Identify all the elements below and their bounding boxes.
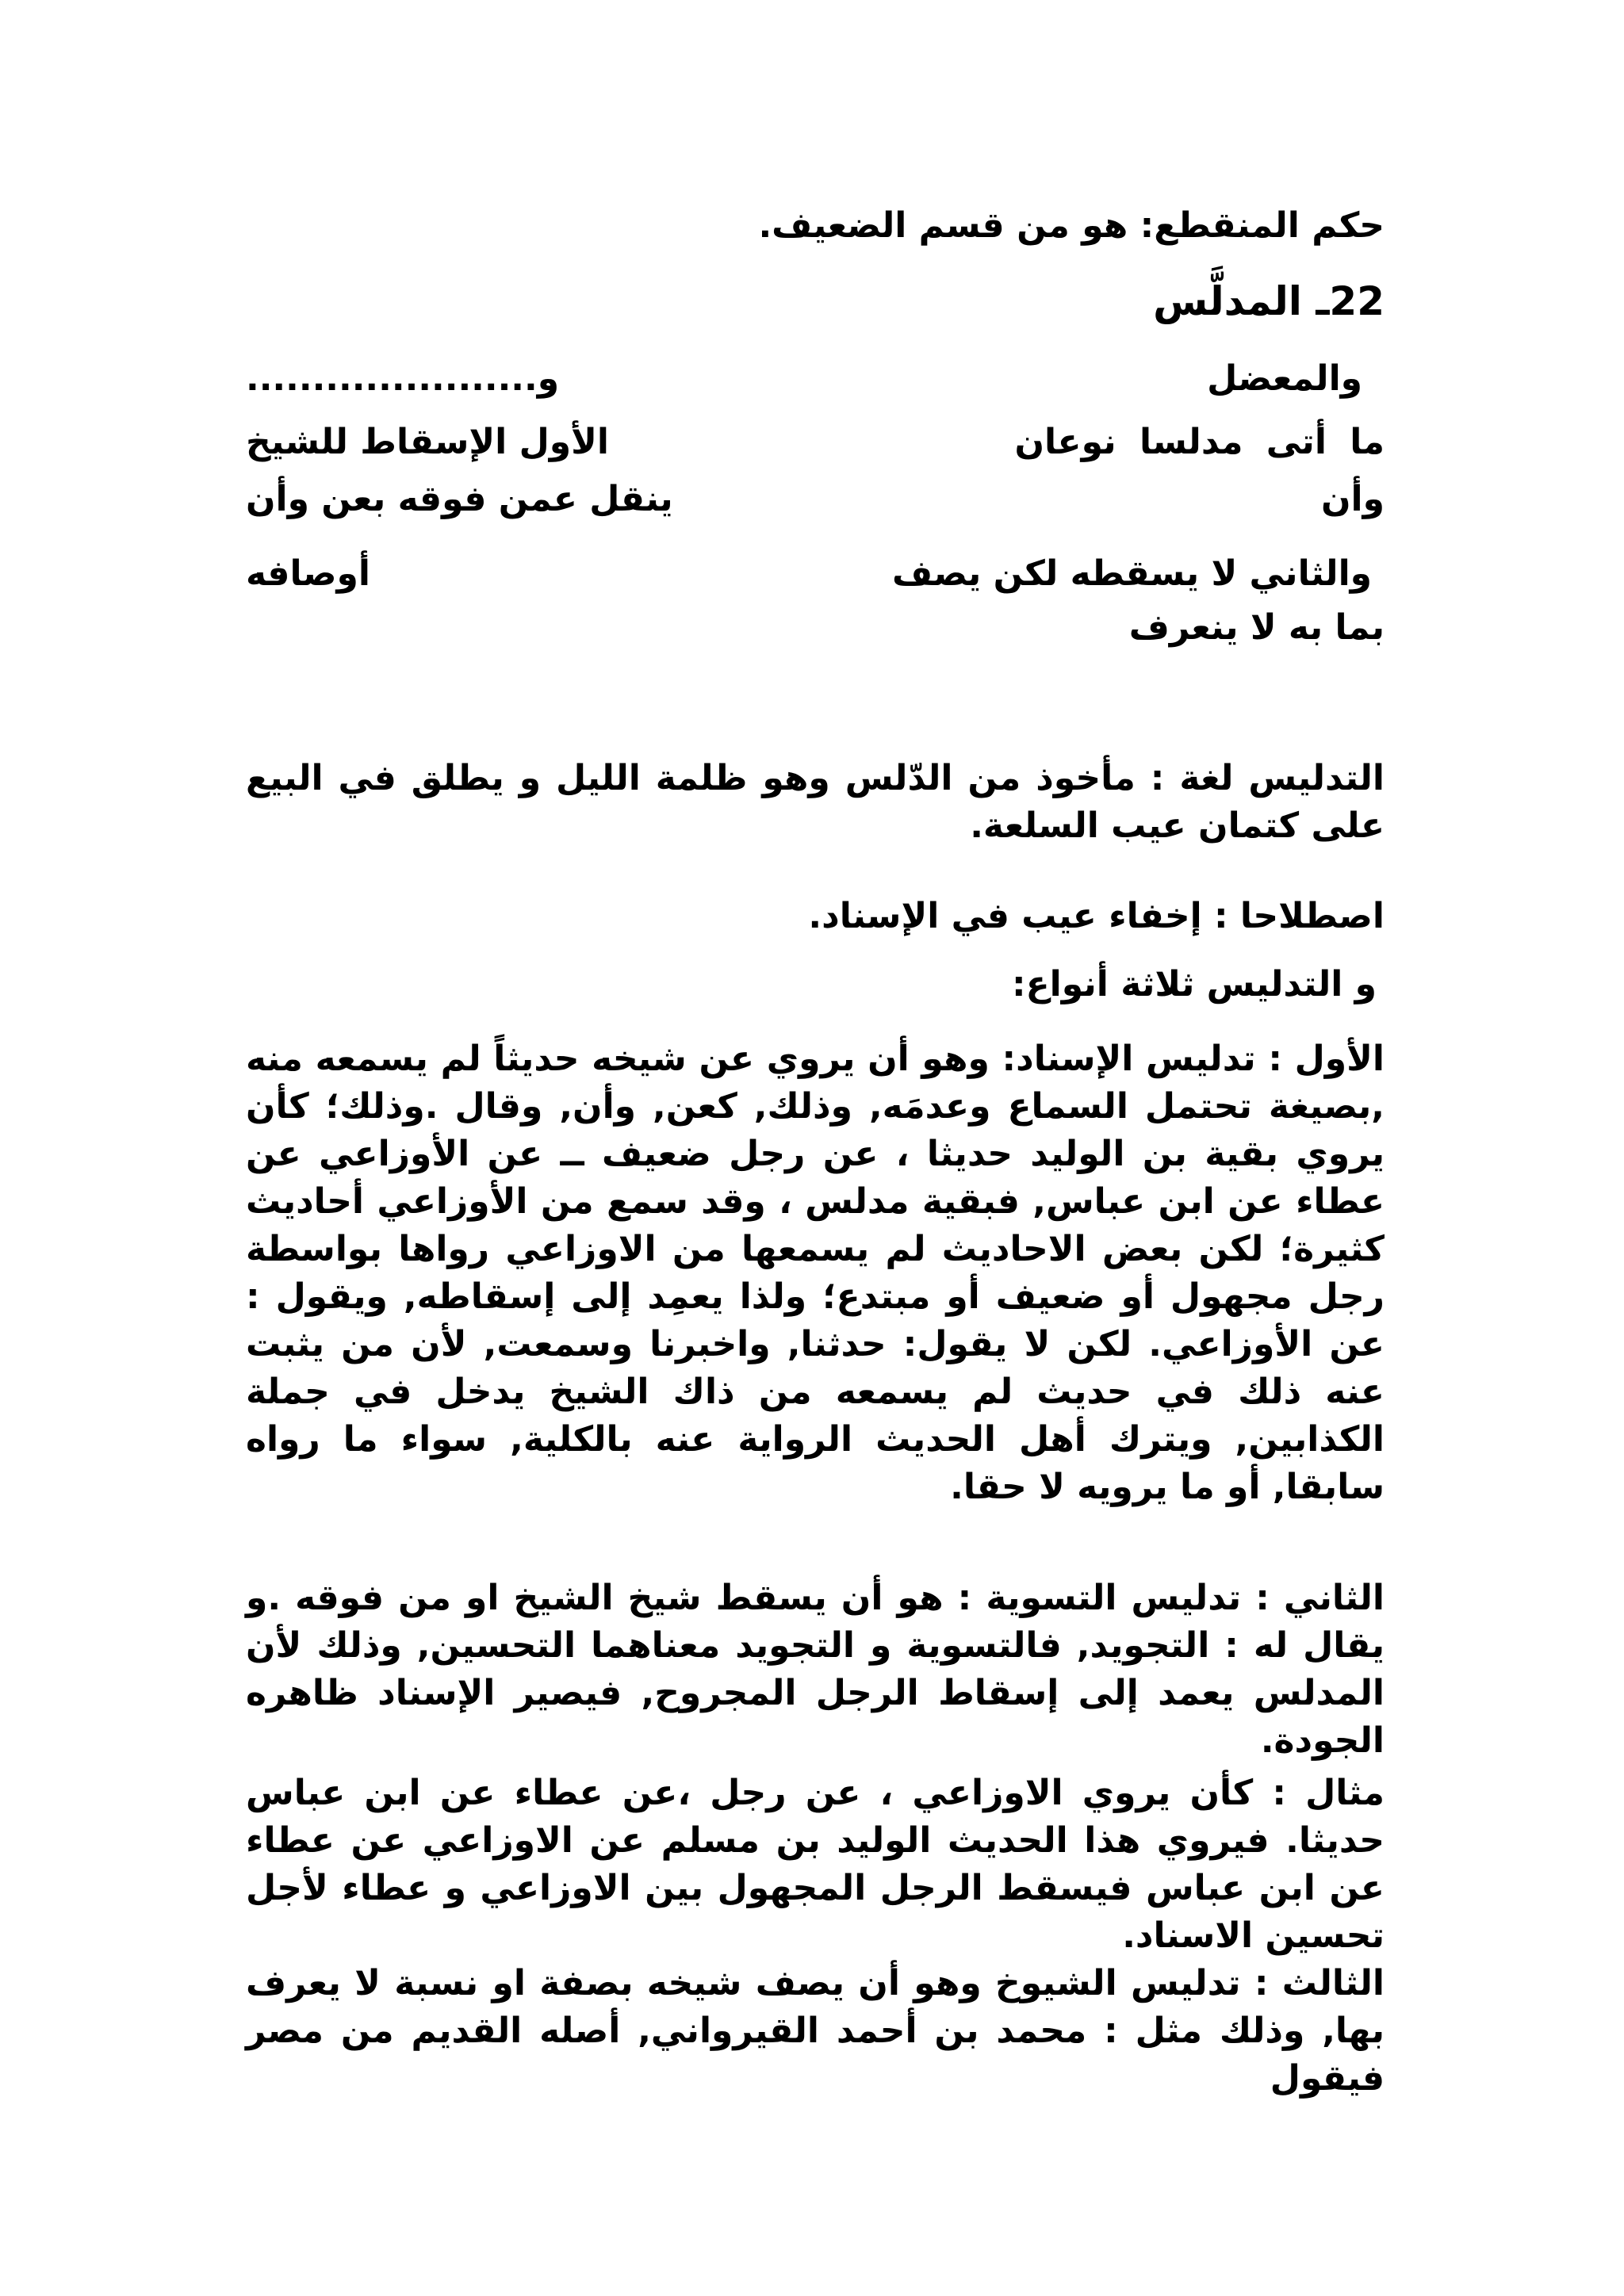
poem-line1-right: والمعضل bbox=[1207, 358, 1362, 399]
section-title: 22ـ المدلَّس bbox=[1153, 278, 1385, 324]
poem-line1-left: و...................... bbox=[246, 358, 560, 399]
example-text: مثال : كأن يروي الاوزاعي ، عن رجل ،عن عطاء عن ابن عباس حديثا. فيروي هذا الحديث الوليد بن مسلم عن الاوزاعي عن عطاء عن ابن عباس فيسقط الرجل المجهول بين الاوزاعي و عطاء لأجل تحسين الاسناد. bbox=[246, 1773, 1385, 1956]
type-two-text: الثاني : تدليس التسوية : هو أن يسقط شيخ الشيخ او من فوقه .و يقال له : التجويد, فالتسوية و التجويد معناهما التحسين, وذلك لأن المدلس يعمد إلى إسقاط الرجل المجروح, فيصير الإسناد ظاهره الجودة. bbox=[246, 1578, 1385, 1761]
definition-term: اصطلاحا : إخفاء عيب في الإسناد. bbox=[808, 896, 1385, 936]
poem-line4-right: والثاني لا يسقطه لكن يصف bbox=[892, 553, 1372, 594]
type-two-paragraph bbox=[246, 1575, 1385, 1765]
type-three-paragraph bbox=[246, 1960, 1385, 2103]
poem-line2-left: الأول الإسقاط للشيخ bbox=[246, 422, 609, 462]
poem-line2-right: ما أتى مدلسا نوعان bbox=[1014, 422, 1385, 462]
type-three-text: الثالث : تدليس الشيوخ وهو أن يصف شيخه بصفة او نسبة لا يعرف بها, وذلك مثل : محمد بن أحمد القيرواني, أصله القديم من مصر فيقول bbox=[246, 1963, 1385, 2099]
poem-line4-left: أوصافه bbox=[246, 553, 370, 594]
types-intro: و التدليس ثلاثة أنواع: bbox=[1011, 964, 1377, 1004]
poem-line3-right: وأن bbox=[1321, 479, 1385, 519]
example-paragraph bbox=[246, 1770, 1385, 1960]
ruling-line: حكم المنقطع: هو من قسم الضعيف. bbox=[758, 205, 1385, 246]
definition-language bbox=[246, 755, 1385, 850]
type-one-text: الأول : تدليس الإسناد: وهو أن يروي عن شيخه حديثاً لم يسمعه منه ,بصيغة تحتمل السماع وعدمَه, وذلك, كعن, وأن, وقال .وذلك؛ كأن يروي بقية بن الوليد حديثا ، عن رجل ضعيف ــ عن الأوزاعي عن عطاء عن ابن عباس, فبقية مدلس ، وقد سمع من الأوزاعي أحاديث كثيرة؛ لكن بعض الاحاديث لم يسمعها من الاوزاعي رواها بواسطة رجل مجهول أو ضعيف أو مبتدع؛ ولذا يعمِد إلى إسقاطه, ويقول : عن الأوزاعي. لكن لا يقول: حدثنا, واخبرنا وسمعت, لأن من يثبت عنه ذلك في حديث لم يسمعه من ذاك الشيخ يدخل في جملة الكذابين, ويترك أهل الحديث الرواية عنه بالكلية, سواء ما رواه سابقا, أو ما يرويه لا حقا. bbox=[246, 1039, 1385, 1507]
poem-line3-left: ينقل عمن فوقه بعن وأن bbox=[246, 479, 673, 519]
definition-language-text: التدليس لغة : مأخوذ من الدّلس وهو ظلمة الليل و يطلق في البيع على كتمان عيب السلعة. bbox=[246, 758, 1385, 846]
poem-line5-right: بما به لا ينعرف bbox=[1128, 607, 1385, 648]
type-one-paragraph bbox=[246, 1035, 1385, 1511]
